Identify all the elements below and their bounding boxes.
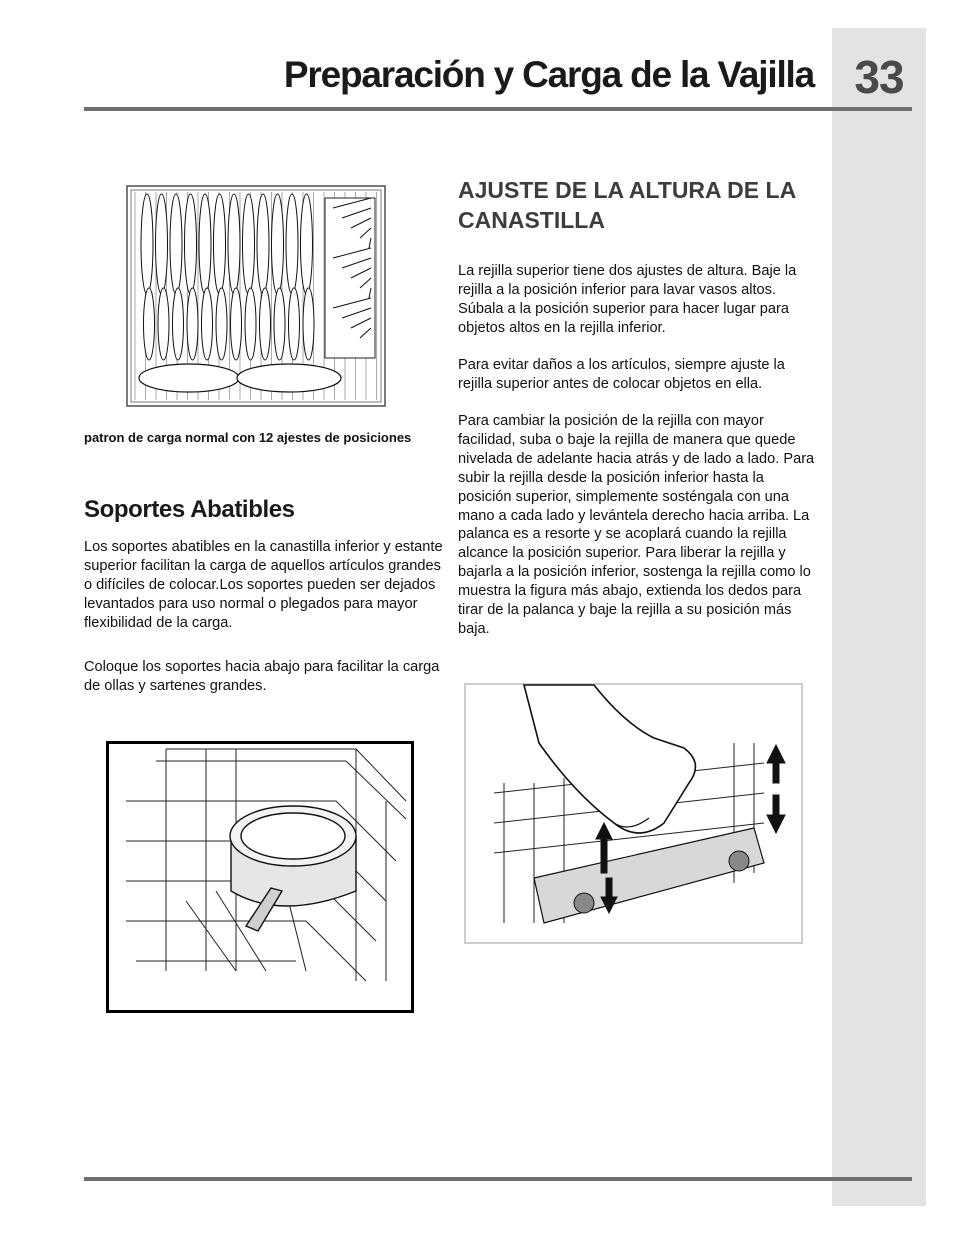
plate	[286, 194, 298, 294]
rack-loading-figure	[125, 184, 387, 410]
page-title: Preparación y Carga de la Vajilla	[283, 54, 814, 95]
small-plate	[289, 288, 300, 360]
pot-on-folding-tines-illustration	[106, 741, 414, 1013]
plate	[170, 194, 182, 294]
plate	[156, 194, 168, 294]
small-plate	[216, 288, 227, 360]
plate	[185, 194, 197, 294]
section-heading-rack-height: AJUSTE DE LA ALTURA DE LA CANASTILLA	[458, 177, 796, 233]
plate	[257, 194, 269, 294]
small-plate	[303, 288, 314, 360]
paragraph: Para cambiar la posición de la rejilla con mayor facilidad, suba o baje la rejilla de manera que quede nivelada de adelante hacia atrás y de lado a lado. Para subir la rejilla desde la posición inferior hasta la posición superior, simplemente sosténgala con una mano a cada lado y levántela derecho hacia arriba. La palanca es a resorte y se acoplará cuando la rejilla alcance la posición superior. Para liberar la rejilla y bajarla a la posición inferior, sostenga la rejilla como lo muestra la figura más abajo, extienda los dedos para tirar de la palanca y baje la rejilla a su posición más baja.	[458, 413, 815, 637]
plate	[243, 194, 255, 294]
hand-adjusting-rack-height-illustration	[464, 683, 803, 944]
small-plate	[158, 288, 169, 360]
plate	[199, 194, 211, 294]
side-strip	[832, 28, 926, 1206]
section-heading-folding-tines: Soportes Abatibles	[84, 496, 295, 523]
rack-height-figure	[464, 683, 803, 944]
plate	[141, 194, 153, 294]
plate	[301, 194, 313, 294]
small-plate	[173, 288, 184, 360]
small-plate	[260, 288, 271, 360]
paragraph: Coloque los soportes hacia abajo para facilitar la carga de ollas y sartenes grandes.	[84, 659, 440, 694]
small-plate	[274, 288, 285, 360]
figure-caption: patron de carga normal con 12 ajestes de posiciones	[84, 430, 412, 445]
paragraph: Los soportes abatibles en la canastilla inferior y estante superior facilitan la carga de aquellos artículos grandes o difíciles de colocar.Los soportes pueden ser dejados levantados para uso normal o plegados para mayor flexibilidad de la carga.	[84, 539, 443, 631]
small-plate	[202, 288, 213, 360]
small-plate	[144, 288, 155, 360]
paragraph: Para evitar daños a los artículos, siempre ajuste la rejilla superior antes de colocar objetos en ella.	[458, 357, 785, 392]
small-plate	[231, 288, 242, 360]
folding-tines-figure	[106, 741, 414, 1013]
paragraph: La rejilla superior tiene dos ajustes de altura. Baje la rejilla a la posición inferior para lavar vasos altos. Súbala a la posición superior para hacer lugar para objetos altos en la rejilla inferior.	[458, 263, 797, 336]
plate	[272, 194, 284, 294]
top-rule	[84, 107, 912, 111]
bottom-rule	[84, 1177, 912, 1181]
dish-rack-loading-illustration	[125, 184, 387, 410]
plate	[214, 194, 226, 294]
page-number: 33	[854, 51, 904, 103]
plate	[228, 194, 240, 294]
small-plate	[187, 288, 198, 360]
small-plate	[245, 288, 256, 360]
